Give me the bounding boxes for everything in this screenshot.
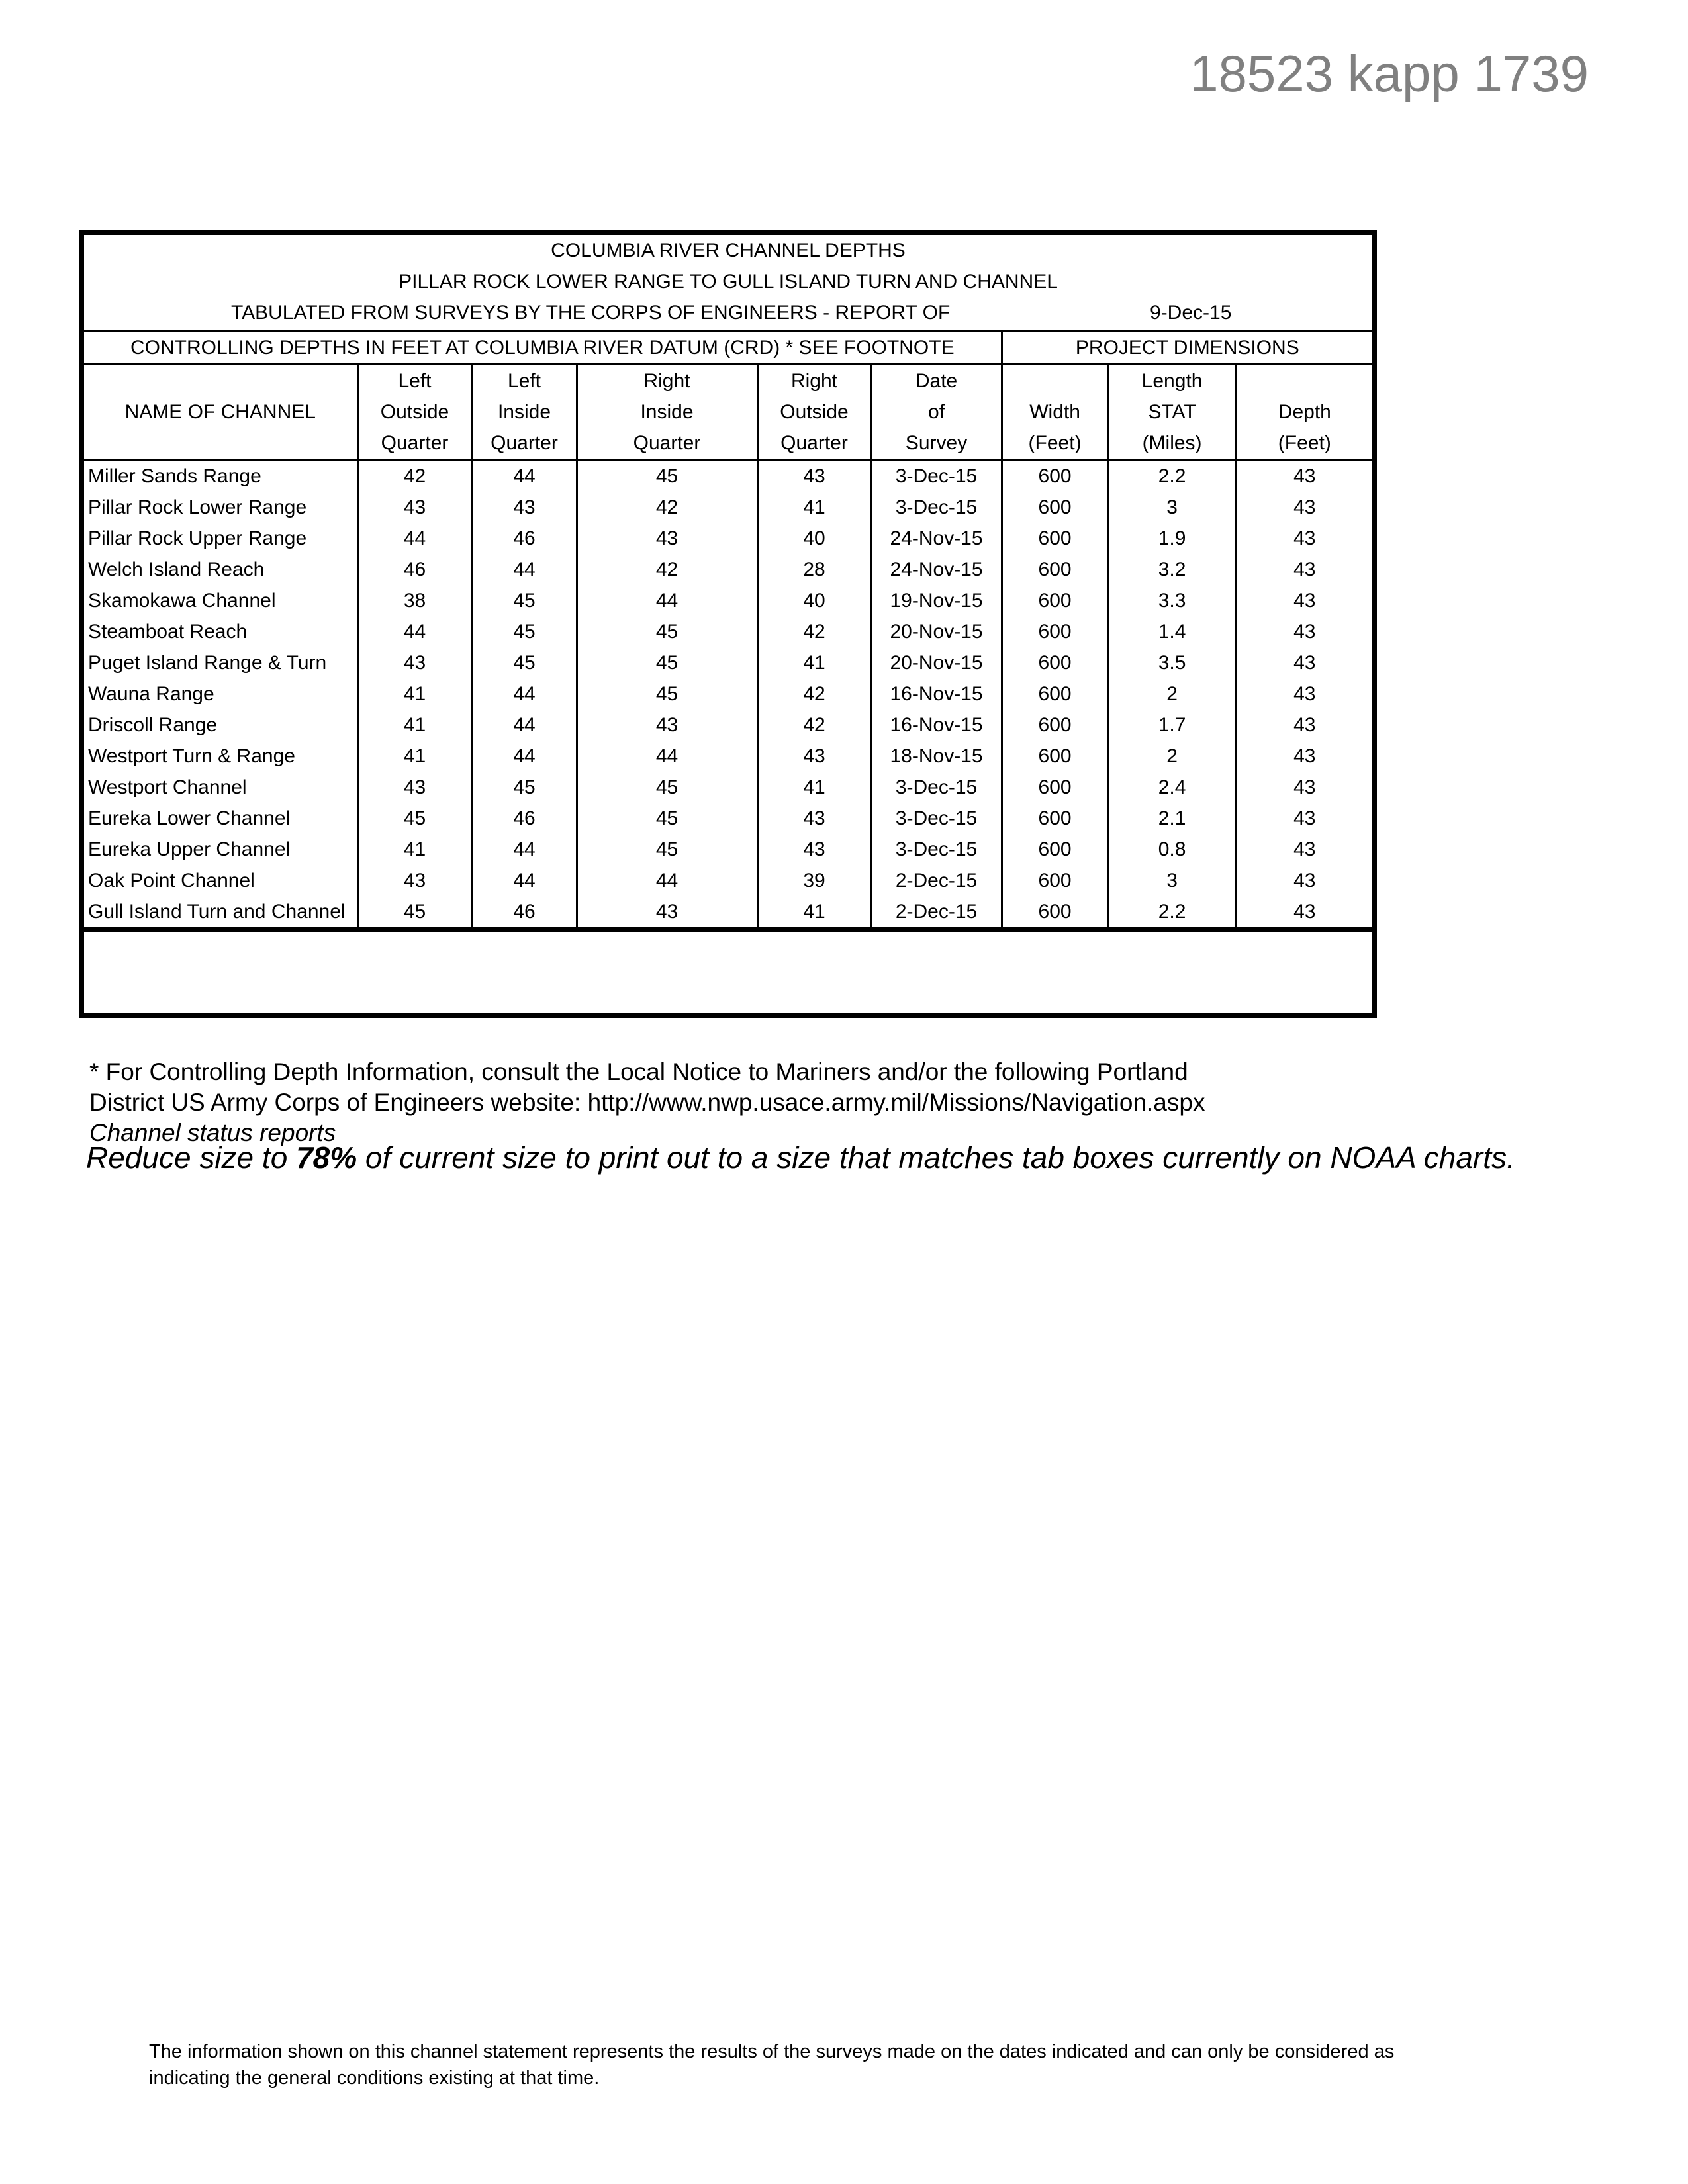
cell-date: 24-Nov-15 (871, 523, 1002, 554)
cell-width: 600 (1002, 492, 1108, 523)
cell-riq: 42 (577, 492, 757, 523)
col-length-h3: (Miles) (1108, 428, 1236, 460)
cell-roq: 43 (757, 834, 871, 865)
cell-length: 2 (1108, 678, 1236, 709)
cell-loq: 42 (357, 460, 472, 492)
table-row (84, 709, 1372, 741)
cell-loq: 38 (357, 585, 472, 616)
cell-width: 600 (1002, 803, 1108, 834)
cell-length: 2.4 (1108, 772, 1236, 803)
section-header-row (84, 332, 1372, 365)
cell-loq: 41 (357, 678, 472, 709)
cell-riq: 45 (577, 616, 757, 647)
col-riq-h3: Quarter (577, 428, 757, 460)
disclaimer (149, 2038, 1506, 2091)
cell-loq: 43 (357, 772, 472, 803)
cell-width: 600 (1002, 616, 1108, 647)
cell-length: 3 (1108, 492, 1236, 523)
table-row (84, 678, 1372, 709)
cell-liq: 45 (472, 772, 577, 803)
cell-date: 3-Dec-15 (871, 460, 1002, 492)
cell-date: 3-Dec-15 (871, 803, 1002, 834)
cell-date: 2-Dec-15 (871, 865, 1002, 896)
cell-width: 600 (1002, 647, 1108, 678)
cell-date: 24-Nov-15 (871, 554, 1002, 585)
cell-liq: 46 (472, 803, 577, 834)
reduce-suffix: of current size to print out to a size that matches tab boxes currently on NOAA charts. (365, 1140, 1515, 1175)
cell-width: 600 (1002, 865, 1108, 896)
cell-date: 3-Dec-15 (871, 772, 1002, 803)
table-row (84, 460, 1372, 492)
cell-name: Skamokawa Channel (88, 589, 276, 612)
cell-riq: 43 (577, 896, 757, 930)
cell-depth: 43 (1236, 460, 1372, 492)
cell-roq: 43 (757, 741, 871, 772)
cell-date: 18-Nov-15 (871, 741, 1002, 772)
cell-riq: 45 (577, 834, 757, 865)
cell-date: 16-Nov-15 (871, 678, 1002, 709)
col-roq-h3: Quarter (757, 428, 871, 460)
cell-depth: 43 (1236, 678, 1372, 709)
table-title: COLUMBIA RIVER CHANNEL DEPTHS (551, 240, 906, 261)
cell-riq: 43 (577, 709, 757, 741)
cell-loq: 43 (357, 865, 472, 896)
cell-width: 600 (1002, 834, 1108, 865)
col-name-h2: NAME OF CHANNEL (124, 400, 316, 423)
cell-riq: 44 (577, 741, 757, 772)
reduce-percent: 78% (296, 1140, 357, 1175)
cell-depth: 43 (1236, 554, 1372, 585)
cell-date: 3-Dec-15 (871, 834, 1002, 865)
col-depth-h1 (1236, 365, 1372, 397)
cell-name: Wauna Range (88, 682, 214, 705)
footnote-line-2: District US Army Corps of Engineers website: http://www.nwp.usace.army.mil/Missions/Navigation.aspx (89, 1089, 1205, 1116)
cell-loq: 45 (357, 896, 472, 930)
col-width-h1 (1002, 365, 1108, 397)
cell-length: 1.9 (1108, 523, 1236, 554)
cell-name: Westport Turn & Range (88, 745, 295, 767)
cell-loq: 44 (357, 616, 472, 647)
cell-liq: 44 (472, 678, 577, 709)
cell-date: 16-Nov-15 (871, 709, 1002, 741)
cell-depth: 43 (1236, 741, 1372, 772)
cell-loq: 41 (357, 834, 472, 865)
cell-loq: 43 (357, 492, 472, 523)
cell-width: 600 (1002, 709, 1108, 741)
cell-length: 2.2 (1108, 896, 1236, 930)
cell-roq: 43 (757, 460, 871, 492)
cell-date: 19-Nov-15 (871, 585, 1002, 616)
report-text: TABULATED FROM SURVEYS BY THE CORPS OF ENGINEERS - REPORT OF (231, 302, 951, 324)
table-row (84, 834, 1372, 865)
col-name-h1 (84, 365, 357, 397)
col-roq-h1: Right (757, 365, 871, 397)
column-header-row-3 (84, 428, 1372, 460)
cell-depth: 43 (1236, 865, 1372, 896)
cell-riq: 45 (577, 460, 757, 492)
table-subtitle: PILLAR ROCK LOWER RANGE TO GULL ISLAND TURN AND CHANNEL (399, 271, 1058, 293)
cell-length: 2.2 (1108, 460, 1236, 492)
col-riq-h2: Inside (577, 396, 757, 428)
depth-grid (84, 330, 1372, 932)
cell-roq: 41 (757, 647, 871, 678)
cell-width: 600 (1002, 585, 1108, 616)
cell-riq: 44 (577, 865, 757, 896)
cell-width: 600 (1002, 741, 1108, 772)
cell-name: Welch Island Reach (88, 558, 265, 580)
cell-liq: 44 (472, 460, 577, 492)
cell-riq: 45 (577, 647, 757, 678)
cell-name: Gull Island Turn and Channel (84, 896, 357, 930)
cell-depth: 43 (1236, 647, 1372, 678)
cell-length: 3 (1108, 865, 1236, 896)
project-header: PROJECT DIMENSIONS (1002, 332, 1372, 365)
disclaimer-line-2: indicating the general conditions existing at that time. (149, 2068, 600, 2089)
column-header-row-1 (84, 365, 1372, 397)
cell-depth: 43 (1236, 585, 1372, 616)
cell-roq: 42 (757, 678, 871, 709)
col-date-h2: of (871, 396, 1002, 428)
cell-liq: 43 (472, 492, 577, 523)
cell-liq: 44 (472, 741, 577, 772)
cell-roq: 40 (757, 585, 871, 616)
table-body (84, 460, 1372, 930)
table-row (84, 865, 1372, 896)
col-width-h2: Width (1002, 396, 1108, 428)
col-name-h3 (84, 428, 357, 460)
cell-roq: 42 (757, 709, 871, 741)
cell-loq: 44 (357, 523, 472, 554)
cell-roq: 41 (757, 492, 871, 523)
controlling-header: CONTROLLING DEPTHS IN FEET AT COLUMBIA RIVER DATUM (CRD) * SEE FOOTNOTE (84, 332, 1002, 365)
cell-riq: 45 (577, 678, 757, 709)
cell-length: 3.3 (1108, 585, 1236, 616)
cell-name: Oak Point Channel (88, 869, 255, 891)
cell-loq: 45 (357, 803, 472, 834)
cell-length: 1.4 (1108, 616, 1236, 647)
cell-name: Eureka Lower Channel (88, 807, 291, 829)
report-date: 9-Dec-15 (1150, 302, 1232, 324)
cell-width: 600 (1002, 896, 1108, 930)
cell-depth: 43 (1236, 803, 1372, 834)
table-row (84, 585, 1372, 616)
cell-name: Driscoll Range (88, 713, 218, 736)
col-liq-h2: Inside (472, 396, 577, 428)
cell-riq: 43 (577, 523, 757, 554)
cell-liq: 44 (472, 554, 577, 585)
cell-loq: 46 (357, 554, 472, 585)
footnote-line-1: * For Controlling Depth Information, consult the Local Notice to Mariners and/or the following Portland (89, 1058, 1188, 1085)
cell-roq: 28 (757, 554, 871, 585)
reduce-note (86, 1140, 1515, 1175)
cell-width: 600 (1002, 772, 1108, 803)
cell-length: 3.5 (1108, 647, 1236, 678)
col-depth-h3: (Feet) (1236, 428, 1372, 460)
cell-roq: 39 (757, 865, 871, 896)
footnote (89, 1057, 1205, 1148)
cell-name: Puget Island Range & Turn (88, 651, 327, 674)
col-date-h1: Date (871, 365, 1002, 397)
report-line (84, 297, 1372, 328)
cell-roq: 41 (757, 896, 871, 930)
cell-length: 2 (1108, 741, 1236, 772)
table-row (84, 616, 1372, 647)
cell-date: 2-Dec-15 (871, 896, 1002, 930)
cell-name: Miller Sands Range (88, 465, 261, 487)
col-loq-h1: Left (357, 365, 472, 397)
cell-width: 600 (1002, 460, 1108, 492)
cell-depth: 43 (1236, 616, 1372, 647)
table-row (84, 896, 1372, 930)
cell-liq: 44 (472, 709, 577, 741)
col-roq-h2: Outside (757, 396, 871, 428)
cell-length: 2.1 (1108, 803, 1236, 834)
table-row (84, 647, 1372, 678)
reduce-prefix: Reduce size to (86, 1140, 288, 1175)
table-row (84, 803, 1372, 834)
cell-width: 600 (1002, 554, 1108, 585)
table-row (84, 772, 1372, 803)
cell-depth: 43 (1236, 834, 1372, 865)
cell-liq: 46 (472, 896, 577, 930)
column-header-row-2 (84, 396, 1372, 428)
disclaimer-line-1: The information shown on this channel statement represents the results of the surveys made on the dates indicated and can only be considered as (149, 2041, 1395, 2062)
cell-date: 20-Nov-15 (871, 647, 1002, 678)
cell-loq: 41 (357, 709, 472, 741)
cell-liq: 45 (472, 647, 577, 678)
cell-name: Eureka Upper Channel (88, 838, 291, 860)
cell-riq: 45 (577, 772, 757, 803)
cell-name: Westport Channel (88, 776, 247, 798)
cell-riq: 45 (577, 803, 757, 834)
col-depth-h2: Depth (1236, 396, 1372, 428)
page-code: 18523 kapp 1739 (1190, 44, 1589, 103)
cell-liq: 45 (472, 585, 577, 616)
cell-depth: 43 (1236, 709, 1372, 741)
cell-depth: 43 (1236, 523, 1372, 554)
table-row (84, 492, 1372, 523)
col-length-h1: Length (1108, 365, 1236, 397)
footnote-line-3: Channel status reports (89, 1119, 336, 1146)
cell-date: 20-Nov-15 (871, 616, 1002, 647)
col-length-h2: STAT (1108, 396, 1236, 428)
cell-depth: 43 (1236, 492, 1372, 523)
cell-roq: 43 (757, 803, 871, 834)
cell-loq: 41 (357, 741, 472, 772)
col-loq-h2: Outside (357, 396, 472, 428)
cell-roq: 42 (757, 616, 871, 647)
cell-depth: 43 (1236, 772, 1372, 803)
table-row (84, 554, 1372, 585)
cell-date: 3-Dec-15 (871, 492, 1002, 523)
col-date-h3: Survey (871, 428, 1002, 460)
cell-name: Pillar Rock Upper Range (88, 527, 307, 549)
cell-depth: 43 (1236, 896, 1372, 930)
cell-loq: 43 (357, 647, 472, 678)
cell-liq: 46 (472, 523, 577, 554)
col-loq-h3: Quarter (357, 428, 472, 460)
table-row (84, 523, 1372, 554)
col-liq-h3: Quarter (472, 428, 577, 460)
col-liq-h1: Left (472, 365, 577, 397)
cell-riq: 42 (577, 554, 757, 585)
cell-roq: 40 (757, 523, 871, 554)
cell-liq: 44 (472, 834, 577, 865)
cell-name: Steamboat Reach (88, 620, 248, 643)
channel-depths-table (79, 230, 1377, 1146)
cell-name: Pillar Rock Lower Range (88, 496, 307, 518)
cell-width: 600 (1002, 678, 1108, 709)
cell-liq: 45 (472, 616, 577, 647)
cell-liq: 44 (472, 865, 577, 896)
cell-length: 1.7 (1108, 709, 1236, 741)
col-riq-h1: Right (577, 365, 757, 397)
cell-riq: 44 (577, 585, 757, 616)
cell-width: 600 (1002, 523, 1108, 554)
cell-length: 0.8 (1108, 834, 1236, 865)
col-width-h3: (Feet) (1002, 428, 1108, 460)
table-row (84, 741, 1372, 772)
cell-roq: 41 (757, 772, 871, 803)
cell-length: 3.2 (1108, 554, 1236, 585)
